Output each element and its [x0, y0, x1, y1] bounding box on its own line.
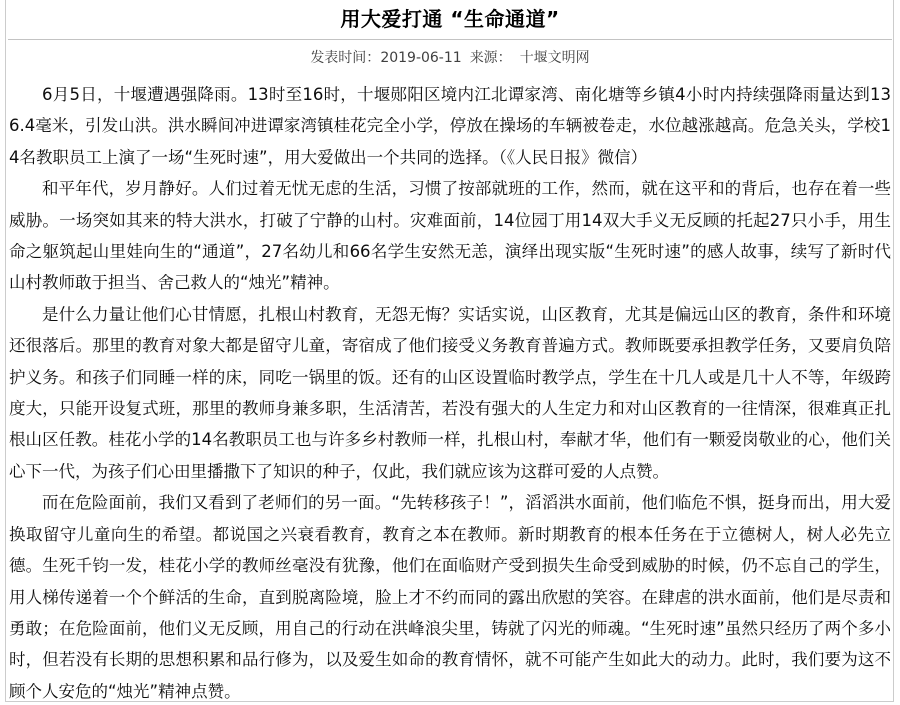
- article-paragraph: 和平年代，岁月静好。人们过着无忧无虑的生活，习惯了按部就班的工作，然而，就在这平和的背后，也存在着一些威胁。一场突如其来的特大洪水，打破了宁静的山村。灾难面前，14位园丁用14双大手义无反顾的托起27只小手，用生命之躯筑起山里娃向生的“通道”，27名幼儿和66名学生安然无恙，演绎出现实版“生死时速”的感人故事，续写了新时代山村教师敢于担当、舍己救人的“烛光”精神。: [9, 179, 891, 293]
- source-name: 十堰文明网: [519, 50, 590, 66]
- publish-time-label: 发表时间：: [310, 50, 381, 66]
- article-paragraph: 是什么力量让他们心甘情愿，扎根山村教育，无怨无悔？实话实说，山区教育，尤其是偏远山区的教育，条件和环境还很落后。那里的教育对象大都是留守儿童，寄宿成了他们接受义务教育普遍方式。教师既要承担教学任务，又要肩负陪护义务。和孩子们同睡一样的床，同吃一锅里的饭。还有的山区设置临时教学点，学生在十几人或是几十人不等，年级跨度大，只能开设复式班，那里的教师身兼多职，生活清苦，若没有强大的人生定力和对山区教育的一往情深，很难真正扎根山区任教。桂花小学的14名教职员工也与许多乡村教师一样，扎根山村，奉献才华，他们有一颗爱岗敬业的心，他们关心下一代，为孩子们心田里播撒下了知识的种子，仅此，我们就应该为这群可爱的人点赞。: [9, 304, 891, 481]
- source-label: 来源：: [469, 50, 512, 66]
- page-frame-border: [5, 0, 894, 702]
- article-paragraph: 6月5日，十堰遭遇强降雨。13时至16时，十堰郧阳区境内江北谭家湾、南化塘等乡镇4小时内持续强降雨量达到136.4毫米，引发山洪。洪水瞬间冲进谭家湾镇桂花完全小学，停放在操场的车辆被卷走，水位越涨越高。危急关头，学校14名教职员工上演了一场“生死时速”，用大爱做出一个共同的选择。（《人民日报》微信）: [9, 85, 891, 167]
- article-title: 用大爱打通 “生命通道”: [340, 7, 560, 31]
- publish-date: 2019-06-11: [380, 50, 462, 66]
- article-paragraph: 而在危险面前，我们又看到了老师们的另一面。“先转移孩子！”，滔滔洪水面前，他们临危不惧，挺身而出，用大爱换取留守儿童向生的希望。都说国之兴衰看教育，教育之本在教师。新时期教育的根本任务在于立德树人，树人必先立德。生死千钧一发，桂花小学的教师丝毫没有犹豫，他们在面临财产受到损失生命受到威胁的时候，仍不忘自己的学生，用人梯传递着一个个鲜活的生命，直到脱离险境，脸上才不约而同的露出欣慰的笑容。在肆虐的洪水面前，他们是尽责和勇敢；在危险面前，他们义无反顾，用自己的行动在洪峰浪尖里，铸就了闪光的师魂。“生死时速”虽然只经历了两个多小时，但若没有长期的思想积累和品行修为，以及爱生如命的教育情怀，就不可能产生如此大的动力。此时，我们要为这不顾个人安危的“烛光”精神点赞。: [9, 493, 891, 701]
